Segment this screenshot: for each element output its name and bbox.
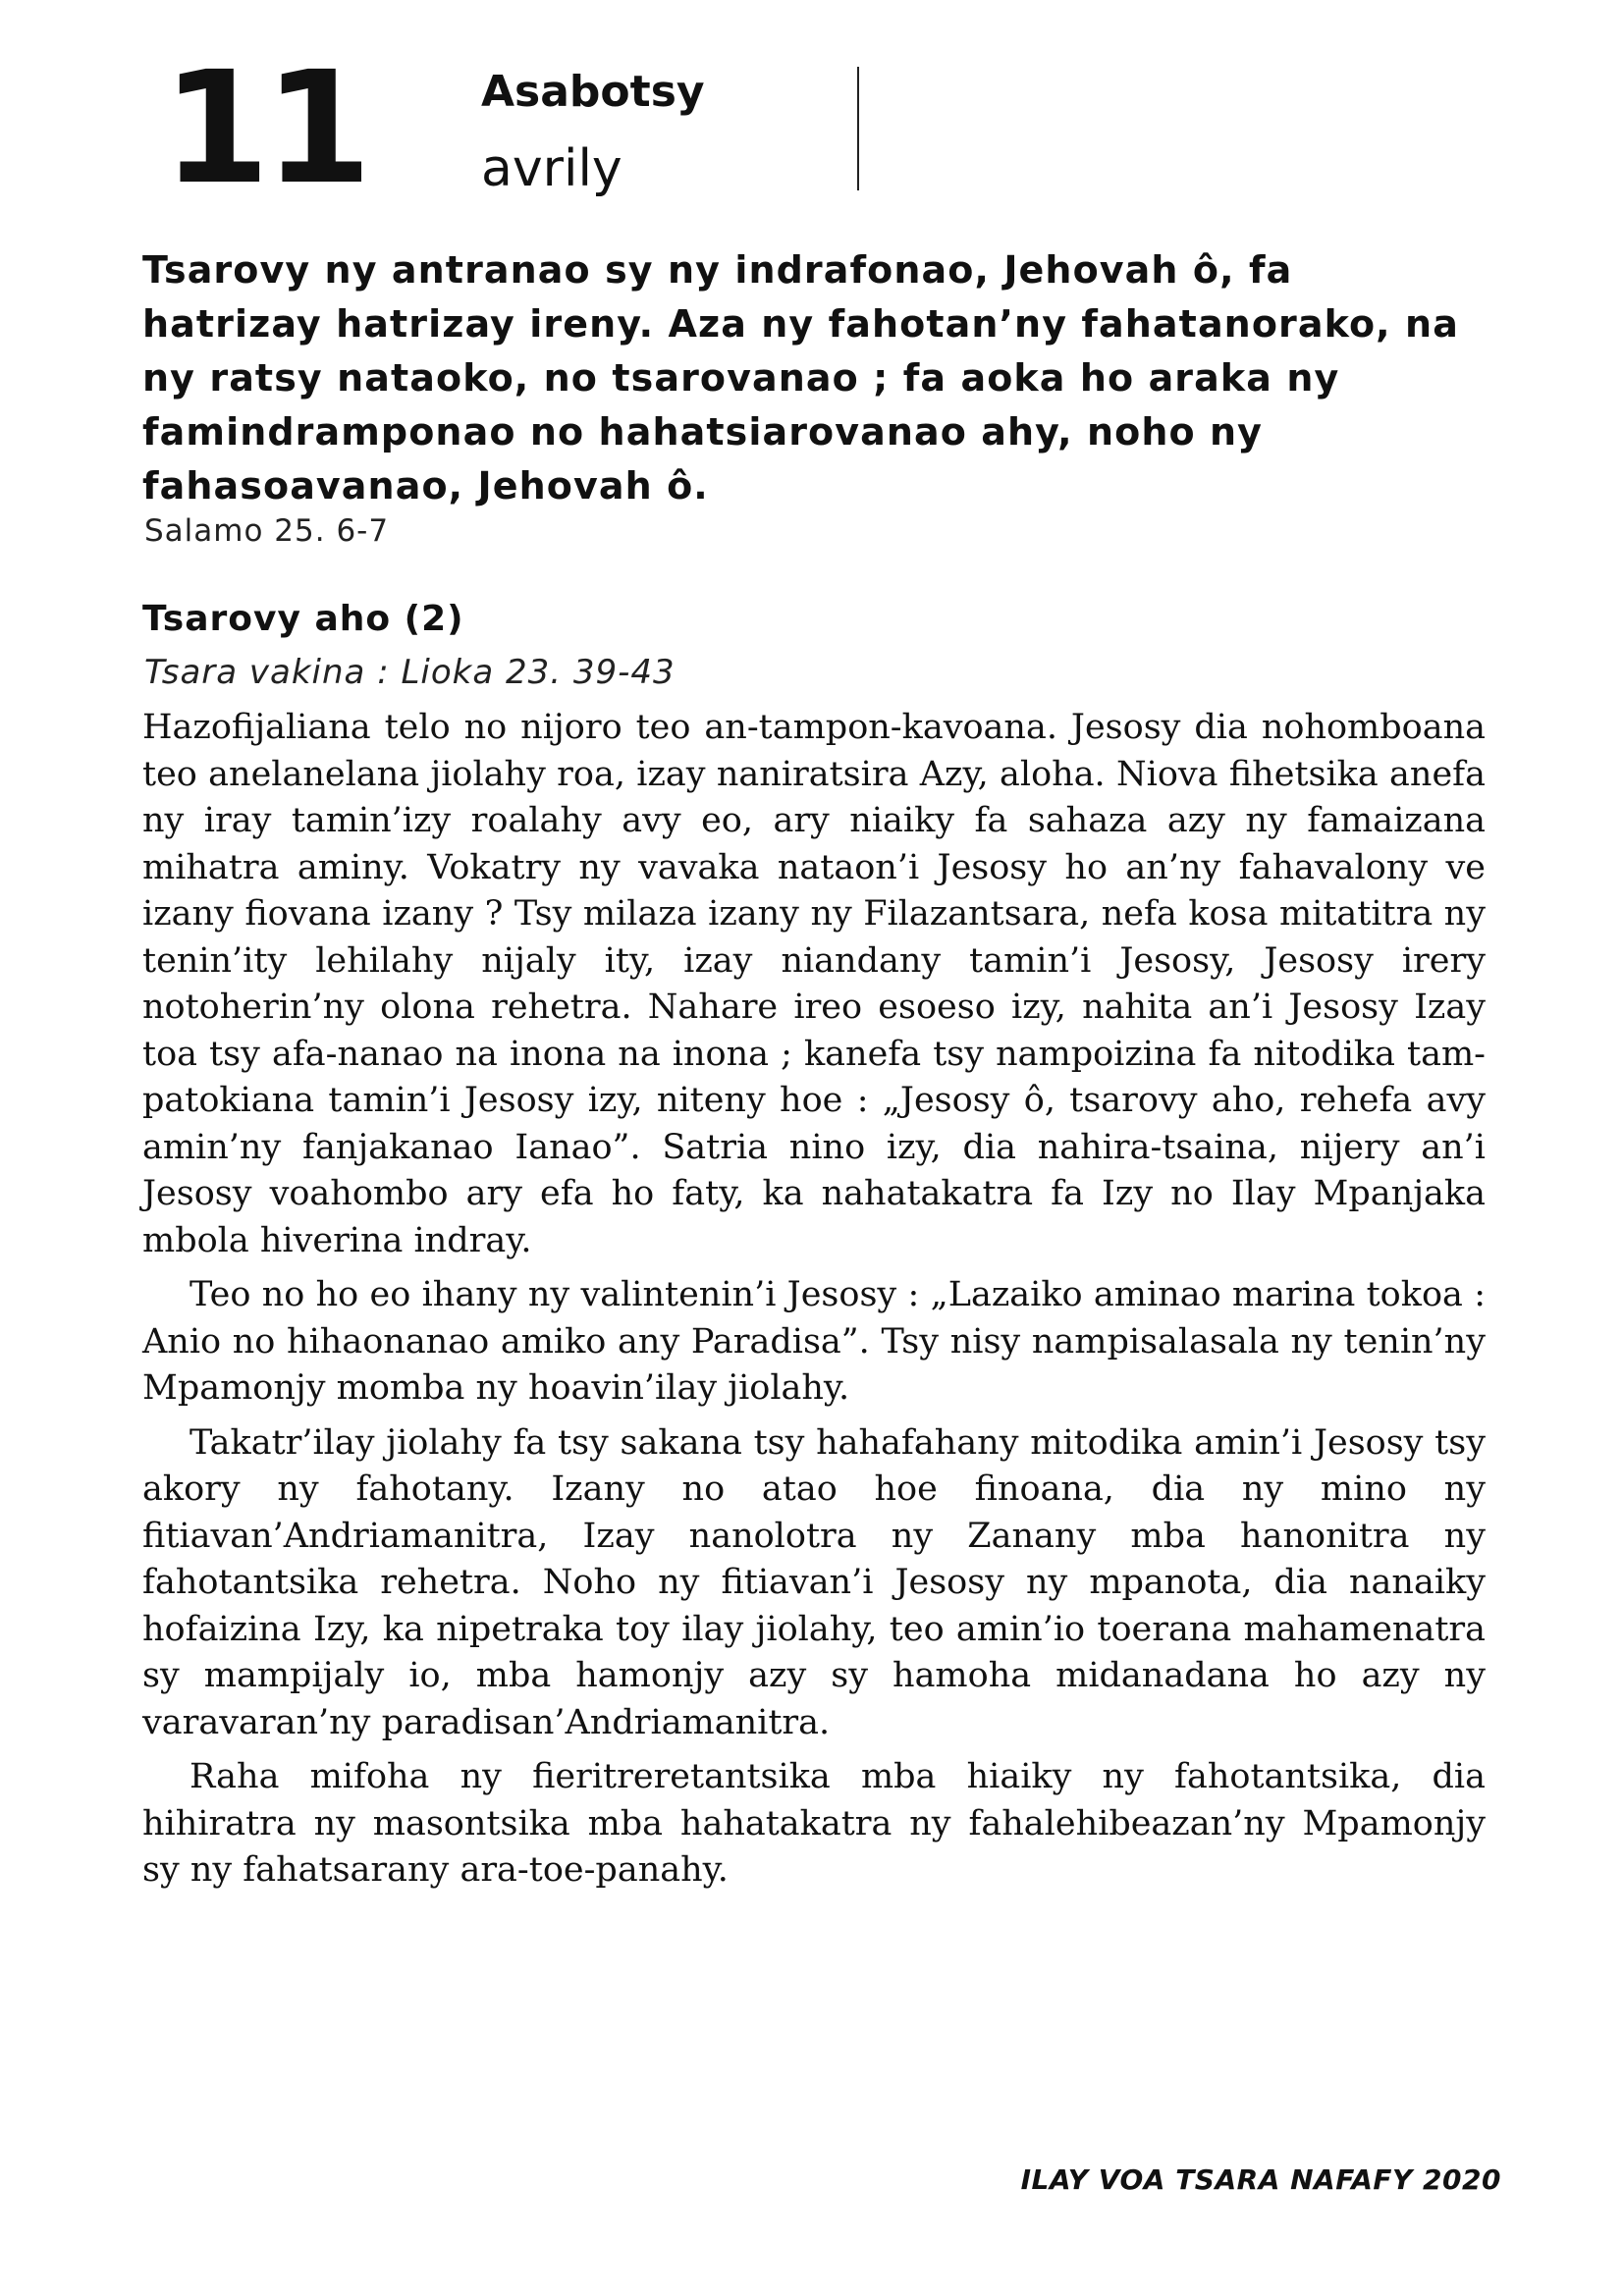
publication-footer: ILAY VOA TSARA NAFAFY 2020 [1020, 2163, 1501, 2196]
verse-reference: Salamo 25. 6-7 [144, 513, 390, 549]
day-number: 11 [162, 38, 366, 219]
devotion-body [142, 705, 1486, 1902]
paragraph: Takatr’ilay jiolahy fa tsy sakana tsy hahafahany mitodika amin’i Jesosy tsy akory ny fahotany. Izany no atao hoe finoana, dia ny mino ny fitiavan’Andriamanitra, Izay nanolotra ny Zanany mba hanonitra ny fahotantsika rehetra. Noho ny fitiavan’i Jesosy ny mpanota, dia nanaiky hofaizina Izy, ka nipetraka toy ilay jiolahy, teo amin’io toerana mahamenatra sy mampijaly io, mba hamonjy azy sy hamoha midanadana ho azy ny varavaran’ny paradisan’Andriamanitra. [142, 1422, 1486, 1742]
devotion-title: Tsarovy aho (2) [142, 599, 464, 639]
date-header [162, 38, 869, 219]
paragraph: Teo no ho eo ihany ny valintenin’i Jesosy : „Lazaiko aminao marina tokoa : Anio no hihaonanao amiko any Paradisa”. Tsy nisy nampisalasala ny tenin’ny Mpamonjy momba ny hoavin’ilay jiolahy. [142, 1275, 1486, 1408]
paragraph: Raha mifoha ny fieritreretantsika mba hiaiky ny fahotantsika, dia hihiratra ny masontsika mba hahatakatra ny fahalehibeazan’ny Mpamonjy sy ny fahatsarany ara-toe-panahy. [142, 1757, 1486, 1890]
header-divider [857, 67, 859, 190]
paragraph: Hazofijaliana telo no nijoro teo an-tampon-kavoana. Jesosy dia nohomboana teo anelanelana jiolahy roa, izay naniratsira Azy, aloha. Niova fihetsika anefa ny iray tamin’izy roalahy avy eo, ary niaiky fa sahaza azy ny famaizana mihatra aminy. Vokatry ny vavaka nataon’i Jesosy ho an’ny fahavalony ve izany fiovana izany ? Tsy milaza izany ny Filazantsara, nefa kosa mitatitra ny tenin’ity lehilahy nijaly ity, izay niandany tamin’i Jesosy, Jesosy irery notoherin’ny olona rehetra. Nahare ireo esoeso izy, nahita an’i Jesosy Izay toa tsy afa-nanao na inona na inona ; kanefa tsy nampoizina fa nitodika tam-patokiana tamin’i Jesosy izy, niteny hoe : „Jesosy ô, tsarovy aho, rehefa avy amin’ny fanjakanao Ianao”. Satria nino izy, dia nahira-tsaina, nijery an’i Jesosy voahombo ary efa ho faty, ka nahatakatra fa Izy no Ilay Mpanjaka mbola hiverina indray. [142, 708, 1486, 1260]
month: avrily [481, 139, 622, 198]
reading-reference: Tsara vakina : Lioka 23. 39-43 [144, 653, 676, 692]
daily-verse: Tsarovy ny antranao sy ny indrafonao, Jehovah ô, fa hatrizay hatrizay ireny. Aza ny fahotan’ny fahatanorako, na ny ratsy nataoko, no tsarovanao ; fa aoka ho araka ny famindramponao no hahatsiarovanao ahy, noho ny fahasoavanao, Jehovah ô. [142, 248, 1459, 507]
weekday: Asabotsy [481, 67, 705, 117]
